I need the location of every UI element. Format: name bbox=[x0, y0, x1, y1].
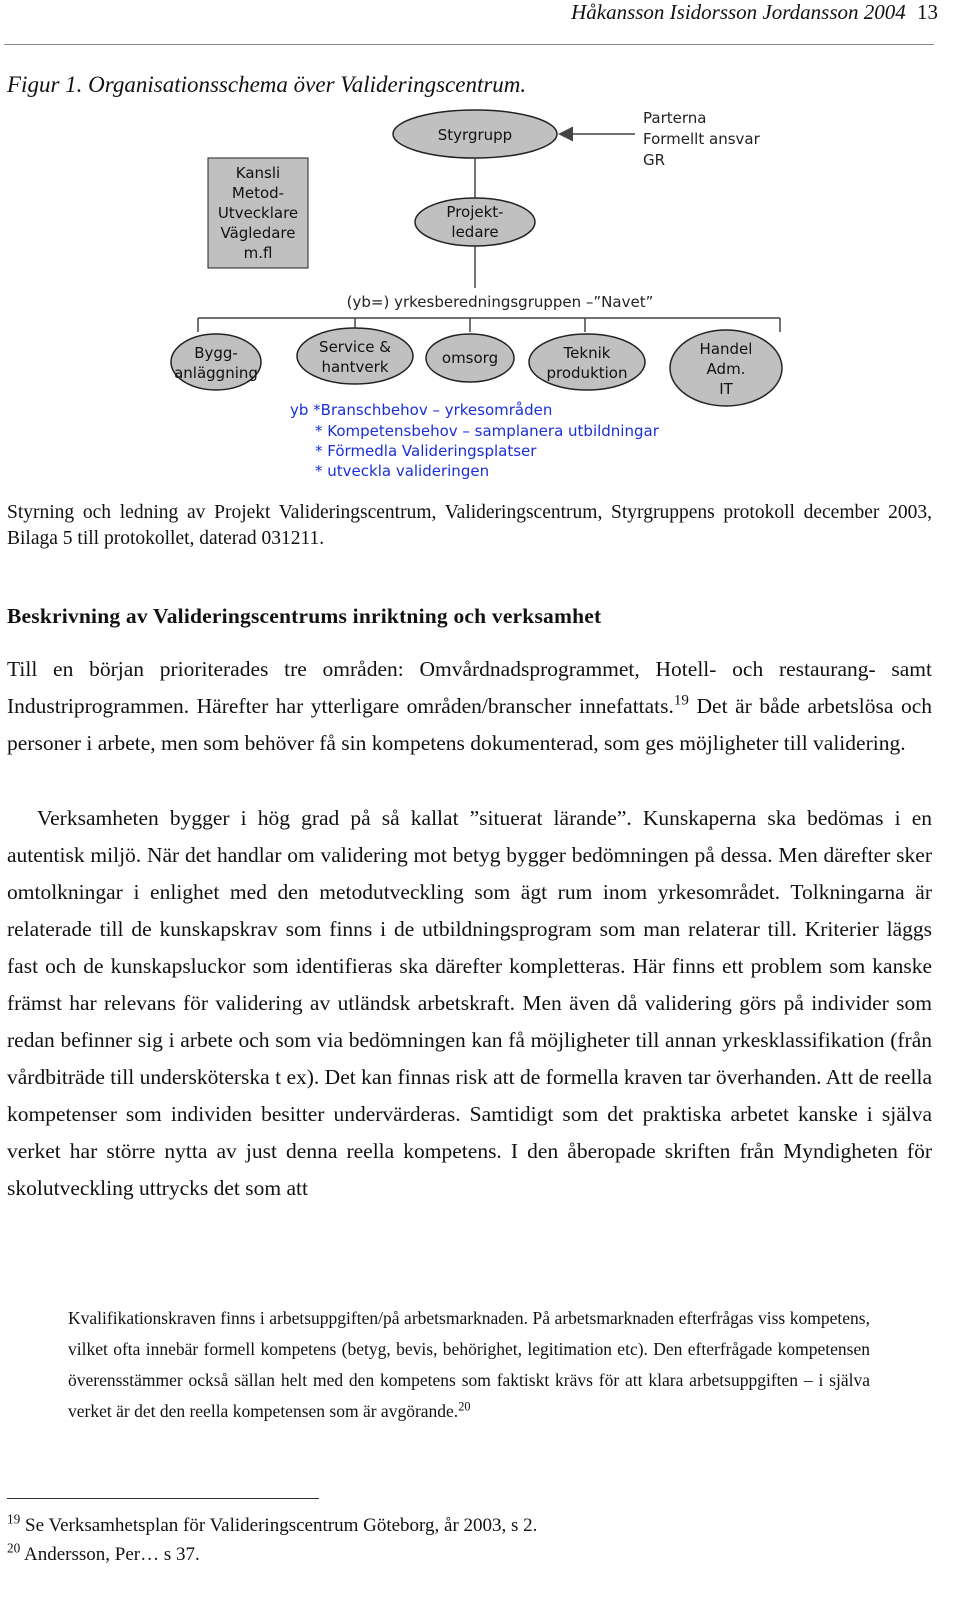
page-number: 13 bbox=[917, 0, 938, 24]
note-line-2: Formellt ansvar bbox=[643, 130, 760, 148]
note-line-3: GR bbox=[643, 151, 666, 169]
branch-handel-line-1: Handel bbox=[699, 340, 753, 358]
kansli-line-4: Vägledare bbox=[220, 224, 296, 242]
footnote-19-number: 19 bbox=[7, 1511, 21, 1527]
group-label: (yb=) yrkesberedningsgruppen –”Navet” bbox=[346, 293, 654, 311]
branch-service-line-1: Service & bbox=[319, 338, 391, 356]
branch-handel-line-3: IT bbox=[719, 380, 733, 398]
paragraph-1 bbox=[7, 651, 932, 762]
kansli-line-3: Utvecklare bbox=[217, 204, 299, 222]
footnote-20 bbox=[7, 1540, 200, 1566]
yb-task-3: * Förmedla Valideringsplatser bbox=[315, 442, 537, 460]
branch-service-line-2: hantverk bbox=[321, 358, 389, 376]
branch-omsorg-line-1: omsorg bbox=[441, 349, 499, 367]
note-line-1: Parterna bbox=[643, 109, 707, 127]
yb-task-4: * utveckla valideringen bbox=[315, 462, 490, 480]
paragraph-2: Verksamheten bygger i hög grad på så kallat ”situerat lärande”. Kunskaperna ska bedömas i en autentisk miljö. När det handlar om validering mot betyg bygger bedömningen på dessa. Men därefter sker omtolkningar i enlighet med den metodutveckling som ägt rum inom yrkesområdet. Tolkningarna är relaterade till de kunskapskrav som finns i de utbildningsprogram som man relaterar till. Kriterier läggs fast och de kunskapsluckor som identifieras ska därefter kompletteras. Här finns ett problem som kanske främst har relevans för validering av utländsk arbetskraft. Men även då validering görs på individer som redan befinner sig i arbete och som via bedömningen kan få möjligheter till annan yrkesklassifikation (från vårdbiträde till undersköterska t ex). Det kan finnas risk att de formella kraven tar överhanden. Att de reella kompetenser som individen besitter undervärderas. Samtidigt som det praktiska arbetet kanske i själva verket har större nytta av just denna reella kompetens. I den åberopade skriften från Myndigheten för skolutveckling uttrycks det som att bbox=[7, 806, 932, 1200]
paragraph-1-text-b: Det är både arbetslösa och personer i arbete, men som behöver få sin kompetens dokumenterad, som ges möjligheter till validering. bbox=[7, 694, 932, 755]
kansli-line-5: m.fl bbox=[243, 244, 273, 262]
footnote-20-number: 20 bbox=[7, 1540, 21, 1556]
yb-task-1: yb *Branschbehov – yrkesområden bbox=[290, 401, 553, 419]
footnote-19-text: Se Verksamhetsplan för Valideringscentrum Göteborg, år 2003, s 2. bbox=[20, 1515, 538, 1536]
block-quote-text: Kvalifikationskraven finns i arbetsuppgiften/på arbetsmarknaden. På arbetsmarknaden efterfrågas viss kompetens, vilket ofta innebär formell kompetens (betyg, bevis, behörighet, legitimation etc). Den efterfrågade kompetensen överensstämmer också sällan helt med den kompetens som faktiskt krävs för att klara arbetsuppgiften – i själva verket är det den reella kompetensen som är avgörande. bbox=[68, 1308, 870, 1421]
footnote-20-text: Andersson, Per… s 37. bbox=[20, 1544, 200, 1565]
yb-task-2: * Kompetensbehov – samplanera utbildningar bbox=[315, 422, 659, 440]
paragraph-1-text-a: Till en början prioriterades tre områden: Omvårdnadsprogrammet, Hotell- och restaurang- samt Industriprogrammen. Härefter har ytterligare områden/branscher innefattats. bbox=[7, 657, 932, 718]
footnote-19 bbox=[7, 1511, 538, 1537]
styrgrupp-label: Styrgrupp bbox=[437, 126, 513, 144]
footnote-ref-19[interactable]: 19 bbox=[673, 692, 689, 709]
kansli-line-2: Metod- bbox=[231, 184, 285, 202]
section-heading: Beskrivning av Valideringscentrums inriktning och verksamhet bbox=[7, 604, 602, 628]
running-head-year: 2004 bbox=[863, 0, 906, 24]
running-head-authors: Håkansson Isidorsson Jordansson bbox=[571, 0, 859, 24]
projektledare-line-2: ledare bbox=[451, 223, 499, 241]
org-chart bbox=[165, 100, 805, 485]
branch-teknik-line-1: Teknik bbox=[563, 344, 611, 362]
branch-bygg-line-1: Bygg- bbox=[194, 344, 238, 362]
kansli-line-1: Kansli bbox=[235, 164, 281, 182]
block-quote bbox=[68, 1303, 870, 1427]
branch-bygg-line-2: anläggning bbox=[174, 364, 258, 382]
running-head bbox=[571, 0, 938, 25]
projektledare-line-1: Projekt- bbox=[446, 203, 504, 221]
footnote-rule bbox=[7, 1498, 319, 1499]
branch-teknik-line-2: produktion bbox=[546, 364, 628, 382]
figure-source: Styrning och ledning av Projekt Valideringscentrum, Valideringscentrum, Styrgruppens protokoll december 2003, Bilaga 5 till protokollet, daterad 031211. bbox=[7, 502, 932, 549]
branch-handel-line-2: Adm. bbox=[706, 360, 746, 378]
footnote-ref-20[interactable]: 20 bbox=[458, 1399, 471, 1414]
figure-caption: Figur 1. Organisationsschema över Valideringscentrum. bbox=[7, 72, 527, 97]
header-rule bbox=[4, 44, 934, 45]
